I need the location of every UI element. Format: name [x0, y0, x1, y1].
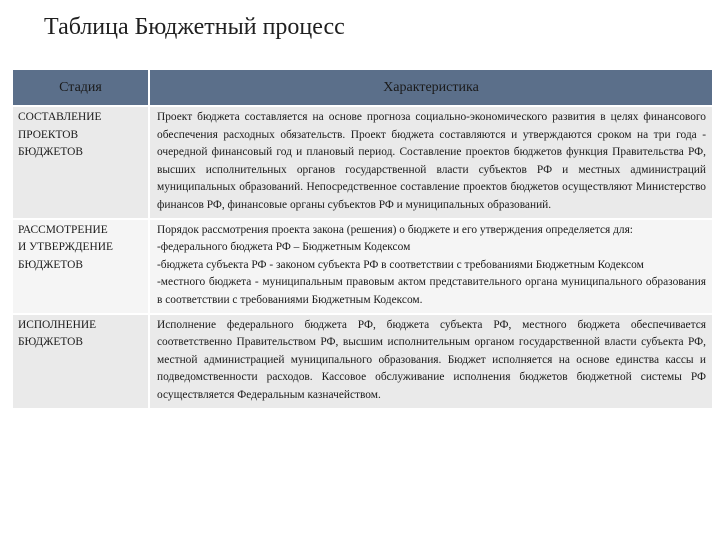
budget-process-table [11, 68, 714, 410]
stage-text: БЮДЖЕТОВ [18, 258, 83, 271]
characteristic-text: Порядок рассмотрения проекта закона (решения) о бюджете и его утверждения определяется для: [157, 223, 633, 236]
header-characteristic: Характеристика [150, 70, 712, 105]
characteristic-text: -федерального бюджета РФ – Бюджетным Кодексом [157, 241, 411, 254]
characteristic-text: Проект бюджета составляется на основе прогноза социально-экономического развития в целях финансового обеспечения расходных обязательств. Проект бюджета составляются и утверждаются сроком на три года - очередной финансовый год и плановый период. Составление проектов бюджетов функция Правительства РФ, высших исполнительных органов государственной власти субъектов РФ и местных администраций муниципальных образований. Непосредственное составление проектов бюджетов осуществляют Министерство финансов РФ, финансовые органы субъектов РФ и муниципальных образований. [157, 111, 706, 211]
header-stage: Стадия [13, 70, 148, 105]
stage-cell [13, 220, 148, 313]
table-row [13, 107, 712, 218]
characteristic-cell [150, 220, 712, 313]
characteristic-cell [150, 315, 712, 408]
characteristic-cell [150, 107, 712, 218]
table-row [13, 220, 712, 313]
stage-text: ПРОЕКТОВ [18, 128, 79, 141]
stage-text: СОСТАВЛЕНИЕ [18, 111, 102, 123]
characteristic-text: Исполнение федерального бюджета РФ, бюджета субъекта РФ, местного бюджета обеспечивается соответственно Правительством РФ, высшим исполнительным органом государственной власти субъекта РФ, местной администрацией муниципального образования. Бюджет исполняется на основе единства кассы и подведомственности расходов. Кассовое обслуживание исполнения бюджетов бюджетной системы РФ осуществляется Федеральным казначейством. [157, 318, 706, 401]
stage-text: РАССМОТРЕНИЕ [18, 223, 108, 236]
stage-text: БЮДЖЕТОВ [18, 146, 83, 159]
stage-text: ИСПОЛНЕНИЕ [18, 318, 97, 331]
table-row [13, 315, 712, 408]
stage-text: И УТВЕРЖДЕНИЕ [18, 241, 113, 254]
stage-cell [13, 107, 148, 218]
characteristic-text: -местного бюджета - муниципальным правовым актом представительного органа муниципального образования в соответствии с требованиями Бюджетным Кодексом. [157, 276, 706, 306]
page-title: Таблица Бюджетный процесс [44, 14, 345, 40]
table-header-row [13, 70, 712, 105]
stage-cell [13, 315, 148, 408]
stage-text: БЮДЖЕТОВ [18, 336, 83, 349]
characteristic-text: -бюджета субъекта РФ - законом субъекта РФ в соответствии с требованиями Бюджетным Кодексом [157, 258, 644, 271]
